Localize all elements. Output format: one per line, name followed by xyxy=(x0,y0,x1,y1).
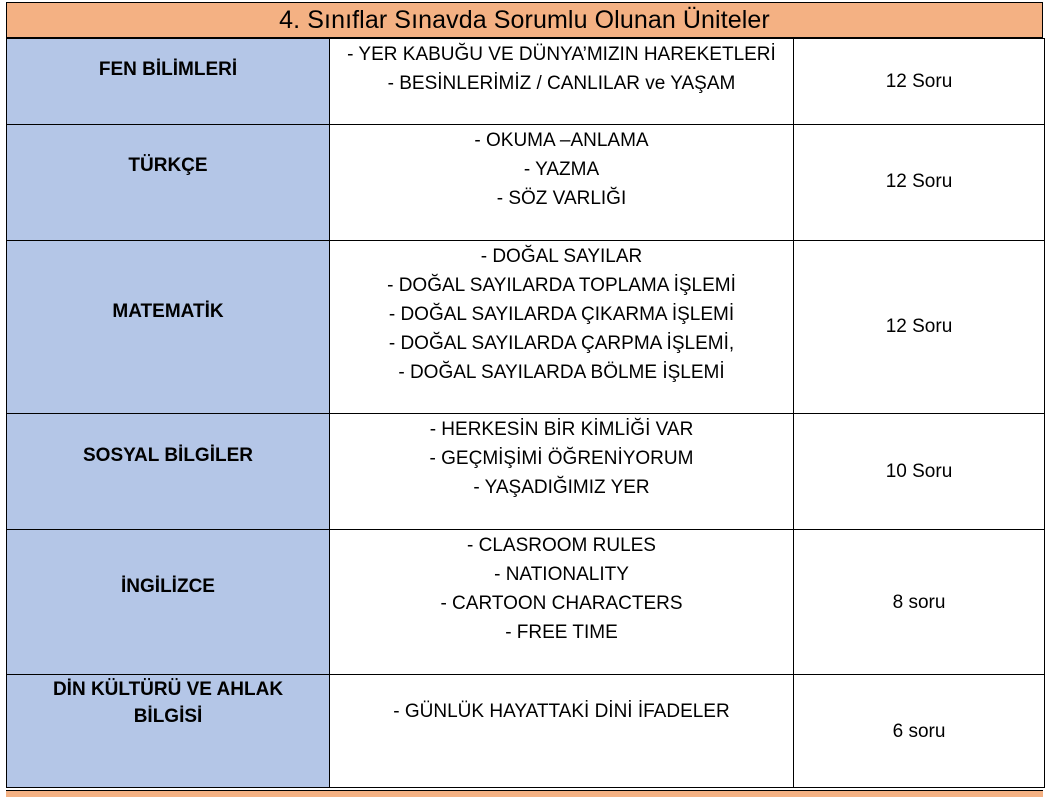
topic-list xyxy=(330,530,793,647)
topic-list xyxy=(330,414,793,502)
topic-item: - BESİNLERİMİZ / CANLILAR ve YAŞAM xyxy=(387,73,736,94)
question-count: 12 Soru xyxy=(885,316,953,337)
topic-item: - YAZMA xyxy=(523,159,600,180)
topic-item: - CLASROOM RULES xyxy=(467,535,656,556)
topic-item: - FREE TIME xyxy=(505,622,618,643)
question-count: 12 Soru xyxy=(885,71,953,92)
topic-item: - DOĞAL SAYILAR xyxy=(480,246,643,267)
topic-item: - GEÇMİŞİMİ ÖĞRENİYORUM xyxy=(429,448,694,469)
question-count-cell xyxy=(794,125,1045,241)
subject-name: SOSYAL BİLGİLER xyxy=(83,445,253,466)
subject-cell xyxy=(7,414,330,530)
subject-name: FEN BİLİMLERİ xyxy=(98,59,238,80)
subject-cell xyxy=(7,241,330,414)
subject-name: DİN KÜLTÜRÜ VE AHLAK BİLGİSİ xyxy=(52,679,284,727)
sheet-title: 4. Sınıflar Sınavda Sorumlu Olunan Üniteler xyxy=(6,2,1043,38)
topic-list xyxy=(330,675,793,726)
topic-item: - YAŞADIĞIMIZ YER xyxy=(473,477,650,498)
topic-item: - CARTOON CHARACTERS xyxy=(440,593,683,614)
topics-cell xyxy=(330,125,794,241)
question-count-cell xyxy=(794,530,1045,675)
topic-item: - NATIONALITY xyxy=(494,564,629,585)
subject-cell xyxy=(7,39,330,125)
topic-list xyxy=(330,39,793,98)
units-table xyxy=(6,38,1045,788)
table-row xyxy=(7,39,1045,125)
question-count: 12 Soru xyxy=(885,171,953,192)
topic-list xyxy=(330,241,793,387)
subject-cell xyxy=(7,530,330,675)
question-count-cell xyxy=(794,241,1045,414)
table-row xyxy=(7,675,1045,788)
topic-item: - DOĞAL SAYILARDA TOPLAMA İŞLEMİ xyxy=(387,275,736,296)
table-row xyxy=(7,241,1045,414)
topic-item: - OKUMA –ANLAMA xyxy=(474,130,649,151)
subject-cell xyxy=(7,125,330,241)
topic-item: - DOĞAL SAYILARDA ÇARPMA İŞLEMİ, xyxy=(388,333,735,354)
question-count-cell xyxy=(794,414,1045,530)
topics-cell xyxy=(330,241,794,414)
topics-cell xyxy=(330,414,794,530)
topic-item: - YER KABUĞU VE DÜNYA’MIZIN HAREKETLERİ xyxy=(347,44,776,65)
units-table-body xyxy=(7,39,1045,788)
table-row xyxy=(7,414,1045,530)
question-count: 8 soru xyxy=(892,592,946,613)
topics-cell xyxy=(330,39,794,125)
topics-cell xyxy=(330,530,794,675)
topic-item: - SÖZ VARLIĞI xyxy=(496,188,627,209)
table-row xyxy=(7,530,1045,675)
topic-item: - GÜNLÜK HAYATTAKİ DİNİ İFADELER xyxy=(393,701,730,722)
next-section-header-strip xyxy=(6,790,1043,797)
question-count-cell xyxy=(794,675,1045,788)
topic-item: - DOĞAL SAYILARDA BÖLME İŞLEMİ xyxy=(398,362,725,383)
units-sheet xyxy=(6,2,1043,788)
topic-item: - DOĞAL SAYILARDA ÇIKARMA İŞLEMİ xyxy=(388,304,735,325)
subject-name: İNGİLİZCE xyxy=(121,576,215,597)
topic-item: - HERKESİN BİR KİMLİĞİ VAR xyxy=(429,419,694,440)
question-count: 6 soru xyxy=(892,721,946,742)
topic-list xyxy=(330,125,793,213)
question-count: 10 Soru xyxy=(885,461,953,482)
subject-name: TÜRKÇE xyxy=(128,155,208,176)
topics-cell xyxy=(330,675,794,788)
question-count-cell xyxy=(794,39,1045,125)
subject-name: MATEMATİK xyxy=(112,301,224,322)
table-row xyxy=(7,125,1045,241)
subject-cell xyxy=(7,675,330,788)
